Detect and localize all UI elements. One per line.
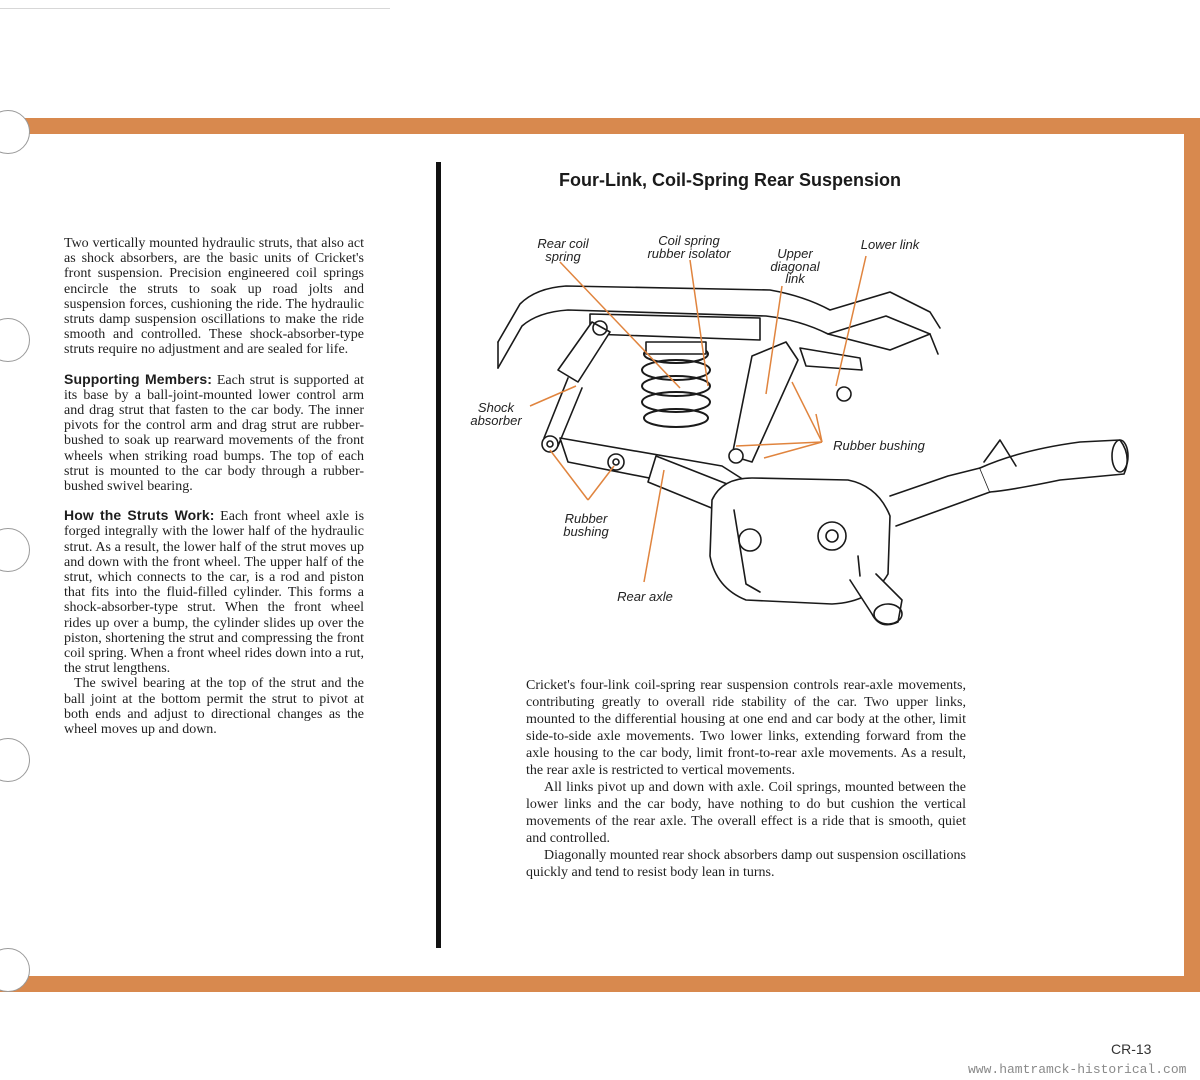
- rear-suspension-illustration: [460, 230, 1180, 650]
- label-rubber-bushing-left: Rubber bushing: [563, 511, 609, 539]
- label-shock-absorber: Shock absorber: [470, 400, 522, 428]
- supporting-members-body: Each strut is supported at its base by a ball-joint-mounted lower control arm and drag strut that fasten to the car body. The inner pivots for the control arm and drag strut are rubber-bushed to soak up rearward movements of the front wheels when striking road bumps. The top of each strut is mounted to the car body through a rubber-bushed swivel bearing.: [64, 372, 364, 495]
- left-column: [64, 236, 364, 737]
- page-frame-top: [0, 118, 1200, 134]
- how-struts-work-body: Each front wheel axle is forged integrally with the lower half of the hydraulic strut. As a result, the lower half of the strut moves up and down with the front wheel. The upper half of the strut, which connects to the car, is a rod and piston that fits into the fluid-filled cylinder. This forms a shock-absorber-type strut. When the front wheel rides up over a bump, the cylinder slides up over the piston, shortening the strut and compressing the front coil spring. When a front wheel rides down into a rut, the strut lengthens.: [64, 509, 365, 677]
- how-struts-work-paragraph: [64, 508, 364, 676]
- binder-hole: [0, 528, 30, 572]
- how-struts-work-heading: How the Struts Work:: [64, 507, 215, 524]
- label-coil-spring-rubber-isolator: Coil spring rubber isolator: [647, 233, 731, 261]
- label-lower-link: Lower link: [860, 237, 920, 252]
- label-rear-axle: Rear axle: [617, 589, 673, 604]
- column-divider: [436, 162, 441, 948]
- supporting-members-heading: Supporting Members:: [64, 370, 212, 387]
- page-frame-bottom: [0, 976, 1200, 992]
- figure-title: Four-Link, Coil-Spring Rear Suspension: [558, 170, 902, 190]
- watermark-url: www.hamtramck-historical.com: [968, 1062, 1187, 1077]
- rear-suspension-paragraph-3: Diagonally mounted rear shock absorbers damp out suspension oscillations quickly and tend to resist body lean in turns.: [526, 848, 966, 880]
- binder-hole: [0, 110, 30, 154]
- page-number: CR-13: [1111, 1041, 1152, 1057]
- label-rear-coil-spring: Rear coil spring: [537, 236, 589, 264]
- label-rubber-bushing-right: Rubber bushing: [833, 438, 925, 453]
- binder-hole: [0, 318, 30, 362]
- binder-hole: [0, 738, 30, 782]
- rear-suspension-paragraph-1: Cricket's four-link coil-spring rear suspension controls rear-axle movements, contributing greatly to overall ride stability of the car. Two upper links, mounted to the differential housing at one end and car body at the other, limit side-to-side axle movements. Two lower links, extending forward from the axle housing to the car body, limit front-to-rear axle movements. As a result, the rear axle is restricted to vertical movements.: [526, 678, 966, 778]
- label-upper-diagonal-link: Upper diagonal link: [770, 246, 820, 286]
- supporting-members-paragraph: [64, 372, 364, 495]
- right-column-text: [526, 677, 966, 881]
- page-frame-right: [1184, 118, 1200, 990]
- top-edge-rule: [0, 8, 390, 9]
- intro-paragraph: Two vertically mounted hydraulic struts, that also act as shock absorbers, are the basic units of Cricket's front suspension. Precision engineered coil springs encircle the struts to soak up road jolts and suspension forces, cushioning the ride. The hydraulic struts damp suspension oscillations to make the ride smooth and controlled. These shock-absorber-type struts require no adjustment and are sealed for life.: [64, 236, 364, 358]
- rear-suspension-paragraph-2: All links pivot up and down with axle. Coil springs, mounted between the lower links and the car body, have nothing to do but cushion the vertical movements of the rear axle. The overall effect is a ride that is smooth, quiet and controlled.: [526, 780, 966, 846]
- swivel-bearing-paragraph: The swivel bearing at the top of the strut and the ball joint at the bottom permit the strut to pivot at both ends and adjust to directional changes as the wheel moves up and down.: [64, 676, 364, 738]
